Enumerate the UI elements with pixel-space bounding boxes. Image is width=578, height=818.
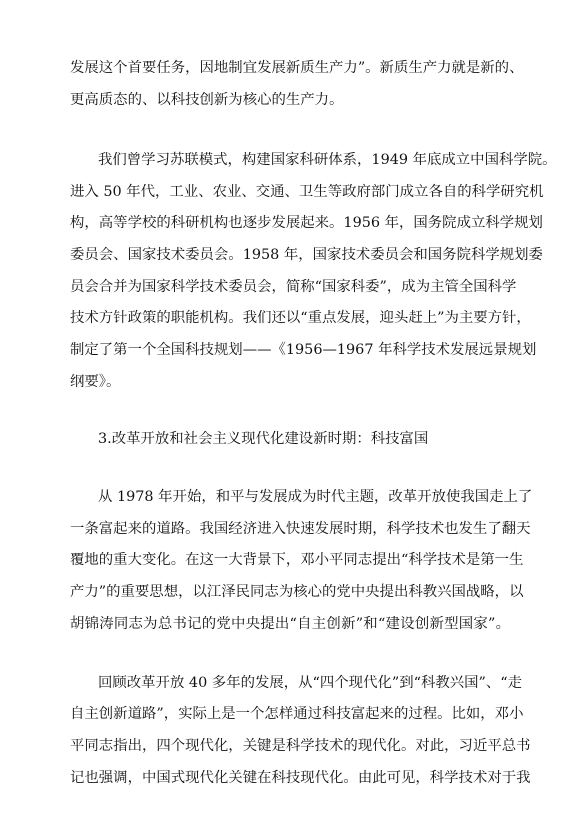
paragraph-0-line-2: 更高质态的、以科技创新为核心的生产力。 <box>70 92 344 108</box>
paragraph-3-line-2: 自主创新道路”，实际上是一个怎样通过科技富起来的过程。比如，邓小 <box>70 706 524 722</box>
paragraph-1-line-2: 进入 50 年代，工业、农业、交通、卫生等政府部门成立各自的科学研究机 <box>70 184 544 200</box>
paragraph-1-line-7: 制定了第一个全国科技规划——《1956—1967 年科学技术发展远景规划 <box>70 342 537 358</box>
paragraph-0-line-1: 发展这个首要任务，因地制宜发展新质生产力”。新质生产力就是新的、 <box>70 60 524 76</box>
paragraph-1-line-8: 纲要》。 <box>70 374 121 390</box>
paragraph-1-line-3: 构，高等学校的科研机构也逐步发展起来。1956 年，国务院成立科学规划 <box>70 215 543 231</box>
paragraph-3-line-1: 回顾改革开放 40 多年的发展，从“四个现代化”到“科教兴国”、“走 <box>98 675 523 691</box>
paragraph-1-line-4: 委员会、国家技术委员会。1958 年，国家技术委员会和国务院科学规划委 <box>70 247 543 263</box>
paragraph-1-line-6: 技术方针政策的职能机构。我们还以“重点发展，迎头赶上”为主要方针， <box>70 310 531 326</box>
paragraph-1-line-1: 我们曾学习苏联模式，构建国家科研体系，1949 年底成立中国科学院。 <box>98 152 557 168</box>
section-heading: 3.改革开放和社会主义现代化建设新时期：科技富国 <box>98 431 429 447</box>
paragraph-2-line-3: 覆地的重大变化。在这一大背景下，邓小平同志提出“科学技术是第一生 <box>70 552 524 568</box>
paragraph-2-line-4: 产力”的重要思想，以江泽民同志为核心的党中央提出科教兴国战略，以 <box>70 584 524 600</box>
paragraph-1-line-5: 员会合并为国家科学技术委员会，简称“国家科委”，成为主管全国科学 <box>70 279 517 295</box>
paragraph-3-line-3: 平同志指出，四个现代化，关键是科学技术的现代化。对此，习近平总书 <box>70 738 531 754</box>
paragraph-3-line-4: 记也强调，中国式现代化关键在科技现代化。由此可见，科学技术对于我 <box>70 770 531 786</box>
paragraph-2-line-2: 一条富起来的道路。我国经济进入快速发展时期，科学技术也发生了翻天 <box>70 521 531 537</box>
paragraph-2-line-5: 胡锦涛同志为总书记的党中央提出“自主创新”和“建设创新型国家”。 <box>70 616 510 632</box>
paragraph-2-line-1: 从 1978 年开始，和平与发展成为时代主题，改革开放使我国走上了 <box>98 489 533 505</box>
